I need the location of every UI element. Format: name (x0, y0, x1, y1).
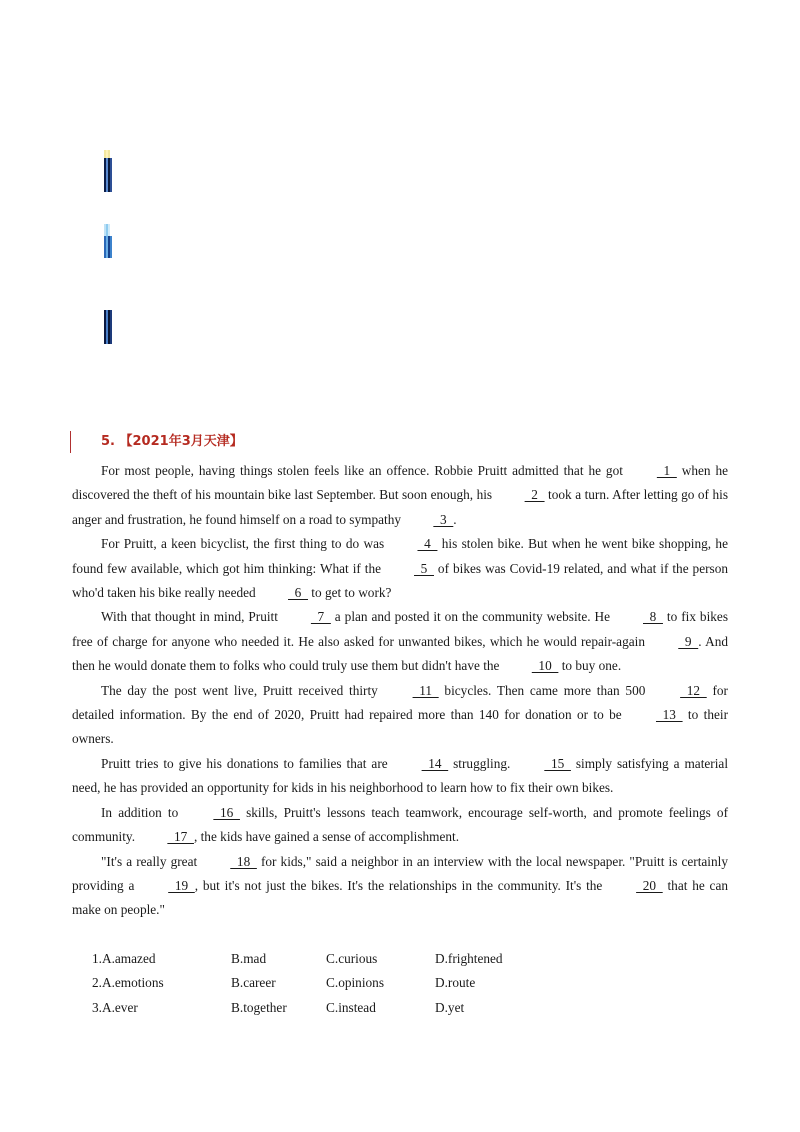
passage-text: , but it's not just the bikes. It's the relationships in the community. It's the (194, 877, 608, 893)
option-row-2 (92, 971, 612, 995)
option-2-d: D.route (435, 975, 476, 991)
blank-6: 6 (288, 585, 308, 601)
answer-options (92, 947, 612, 1020)
option-row-3 (92, 996, 612, 1020)
passage-paragraph (72, 605, 728, 678)
blank-8: 8 (643, 609, 663, 625)
option-1-b: B.mad (231, 951, 267, 966)
decorative-bars-2 (104, 224, 114, 258)
blank-16: 16 (213, 804, 240, 820)
question-number: 5. (101, 434, 115, 449)
passage-text: For Pruitt, a keen bicyclist, the first thing to do was (101, 536, 389, 552)
option-1-c: C.curious (326, 951, 378, 966)
blank-12: 12 (680, 682, 707, 698)
blank-9: 9 (678, 633, 699, 649)
option-row-1 (92, 947, 612, 971)
decorative-bars-3 (104, 310, 114, 344)
passage-text: "It's a really great (101, 853, 202, 869)
option-2-a: 2.A.emotions (92, 975, 164, 991)
passage-paragraph (72, 850, 728, 923)
passage-paragraph (72, 801, 728, 850)
passage-text: For most people, having things stolen feels like an offence. Robbie Pruitt admitted that he got (101, 463, 628, 478)
option-2-c: C.opinions (326, 975, 384, 991)
option-1-d: D.frightened (435, 951, 503, 966)
passage-text: Pruitt tries to give his donations to families that are (101, 755, 393, 771)
question-source-tag: 【2021年3月天津】 (119, 434, 243, 449)
blank-18: 18 (230, 853, 257, 869)
option-3-c: C.instead (326, 999, 376, 1015)
passage-text: bicycles. Then came more than 500 (438, 682, 652, 698)
blank-3: 3 (433, 511, 454, 527)
passage-text: The day the post went live, Pruitt received thirty (101, 682, 384, 698)
question-header (70, 431, 243, 453)
passage-text: With that thought in mind, Pruitt (101, 609, 282, 625)
passage-text: . And then he would donate them to folks who could truly use them but didn't have the (72, 633, 728, 674)
option-1-a: 1.A.amazed (92, 951, 156, 966)
passage-text: . (453, 511, 457, 527)
blank-5: 5 (414, 560, 434, 576)
passage-text: simply satisfying a material need, he has provided an opportunity for kids in his neighborhood to learn how to fix their own bikes. (72, 755, 729, 796)
passage-text: a plan and posted it on the community website. He (330, 609, 614, 625)
passage-text: when he discovered the theft of his mountain bike last September. But soon enough, his (72, 463, 729, 503)
passage-text: to fix bikes free of charge for anyone who needed it. He also asked for unwanted bikes, which he would repair-again (72, 609, 728, 649)
passage-text: for kids," said a neighbor in an interview with the local newspaper. "Pruitt is certainly providing a (72, 853, 728, 893)
passage-text: of bikes was Covid-19 related, and what if the person who'd taken his bike really needed (72, 560, 729, 601)
passage-paragraph (72, 679, 728, 752)
blank-17: 17 (167, 829, 194, 845)
blank-13: 13 (655, 707, 683, 723)
blank-10: 10 (531, 658, 559, 674)
cloze-passage (72, 459, 728, 923)
passage-text: took a turn. After letting go of his anger and frustration, he found himself on a road to sympathy (72, 487, 728, 527)
passage-text: In addition to (101, 804, 185, 820)
blank-2: 2 (524, 487, 545, 503)
passage-text: his stolen bike. But when he went bike shopping, he found few available, which got him thinking: What if the (72, 536, 728, 576)
blank-11: 11 (412, 682, 439, 698)
passage-text: to get to work? (307, 585, 392, 601)
blank-15: 15 (544, 755, 571, 771)
passage-paragraph (72, 752, 728, 801)
option-2-b: B.career (231, 975, 276, 991)
passage-paragraph (72, 459, 728, 532)
passage-text: struggling. (448, 755, 516, 771)
decorative-bars-1 (104, 150, 114, 192)
blank-7: 7 (310, 609, 331, 625)
passage-text: , the kids have gained a sense of accomplishment. (193, 829, 460, 845)
blank-4: 4 (417, 536, 438, 552)
blank-1: 1 (656, 463, 677, 478)
passage-text: to buy one. (558, 658, 622, 674)
blank-14: 14 (421, 755, 449, 771)
blank-19: 19 (168, 877, 195, 893)
passage-text: that he can make on people." (72, 877, 728, 918)
passage-text: skills, Pruitt's lessons teach teamwork, encourage self-worth, and promote feelings of community. (72, 804, 728, 845)
option-3-b: B.together (231, 999, 287, 1015)
option-3-d: D.yet (435, 999, 465, 1015)
blank-20: 20 (636, 877, 663, 893)
passage-text: to their owners. (72, 707, 728, 747)
passage-text: for detailed information. By the end of 2020, Pruitt had repaired more than 140 for donation or to be (72, 682, 728, 723)
passage-paragraph (72, 532, 728, 605)
option-3-a: 3.A.ever (92, 999, 138, 1015)
